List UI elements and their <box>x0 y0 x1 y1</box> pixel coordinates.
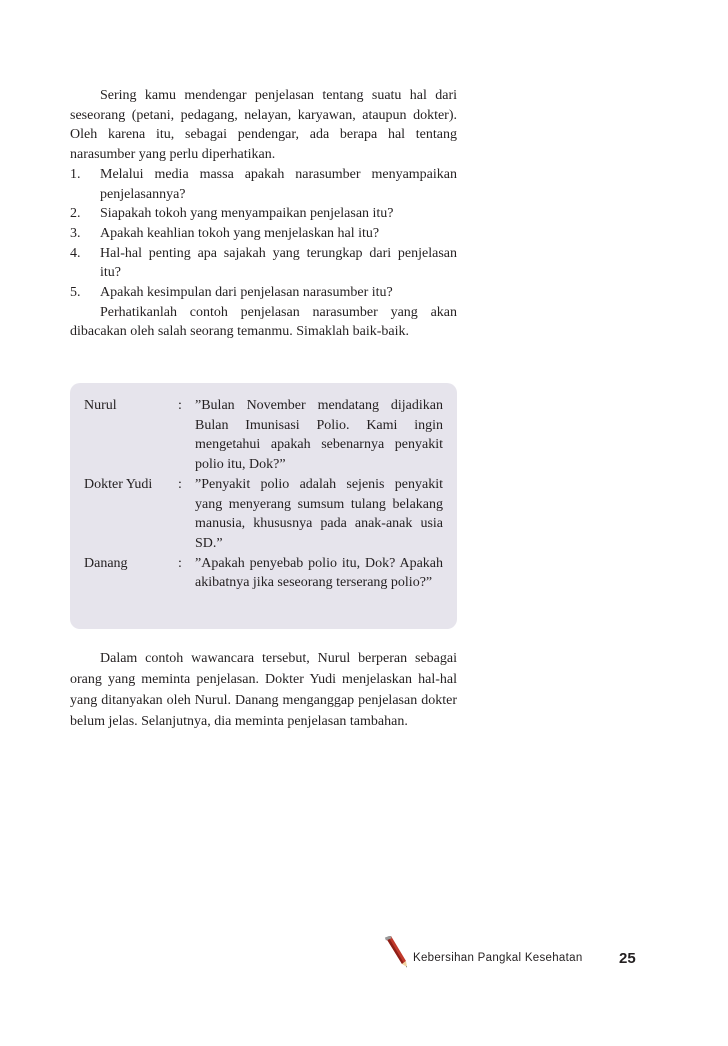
dialog-row <box>84 554 443 593</box>
list-number: 1. <box>70 166 81 182</box>
list-item <box>70 244 457 283</box>
utterance: ”Bulan November mendatang dijadikan Bulan Imunisasi Polio. Kami ingin mengetahui apakah sebenarnya penyakit polio itu, Dok?” <box>195 398 443 473</box>
list-text: Apakah kesimpulan dari penjelasan narasumber itu? <box>100 285 393 301</box>
list-text: Apakah keahlian tokoh yang menjelaskan hal itu? <box>100 225 380 241</box>
list-text: Hal-hal penting apa sajakah yang terungkap dari penjelasan itu? <box>100 245 457 281</box>
utterance: ”Penyakit polio adalah sejenis penyakit yang menyerang sumsum tulang belakang manusia, khususnya pada anak-anak usia SD.” <box>195 476 443 551</box>
list-item <box>70 224 457 244</box>
list-number: 5. <box>70 285 81 301</box>
dialog-row <box>84 396 443 475</box>
speaker-name: Danang <box>84 555 128 571</box>
conclusion-paragraph: Dalam contoh wawancara tersebut, Nurul berperan sebagai orang yang meminta penjelasan. Dokter Yudi menjelaskan hal-hal yang ditanyakan oleh Nurul. Danang menganggap penjelasan dokter belum jelas. Selanjutnya, dia meminta penjelasan tambahan. <box>70 651 457 729</box>
list-item <box>70 165 457 204</box>
speaker-name: Dokter Yudi <box>84 476 153 492</box>
pencil-icon <box>382 936 412 975</box>
instruction-paragraph: Perhatikanlah contoh penjelasan narasumber yang akan dibacakan oleh salah seorang temanmu. Simaklah baik-baik. <box>70 304 457 340</box>
list-number: 3. <box>70 225 81 241</box>
conclusion-section <box>70 648 457 732</box>
main-text <box>70 86 457 342</box>
speaker-colon: : <box>178 476 182 492</box>
dialog-box <box>70 383 457 629</box>
list-item <box>70 204 457 224</box>
speaker-colon: : <box>178 398 182 413</box>
list-number: 2. <box>70 206 81 222</box>
speaker-colon: : <box>178 555 182 571</box>
intro-paragraph: Sering kamu mendengar penjelasan tentang suatu hal dari seseorang (petani, pedagang, nelayan, karyawan, ataupun dokter). Oleh karena itu, sebagai pendengar, ada berapa hal tentang narasumber yang perlu diperhatikan. <box>70 88 457 163</box>
list-text: Siapakah tokoh yang menyampaikan penjelasan itu? <box>100 206 394 222</box>
dialog-row <box>84 475 443 554</box>
list-number: 4. <box>70 245 81 261</box>
list-item <box>70 283 457 303</box>
speaker-name: Nurul <box>84 398 117 413</box>
chapter-title: Kebersihan Pangkal Kesehatan <box>413 952 583 964</box>
list-text: Melalui media massa apakah narasumber menyampaikan penjelasannya? <box>100 166 457 202</box>
utterance: ”Apakah penyebab polio itu, Dok? Apakah akibatnya jika seseorang terserang polio?” <box>195 555 443 591</box>
question-list <box>70 165 457 303</box>
page-number: 25 <box>619 950 636 967</box>
